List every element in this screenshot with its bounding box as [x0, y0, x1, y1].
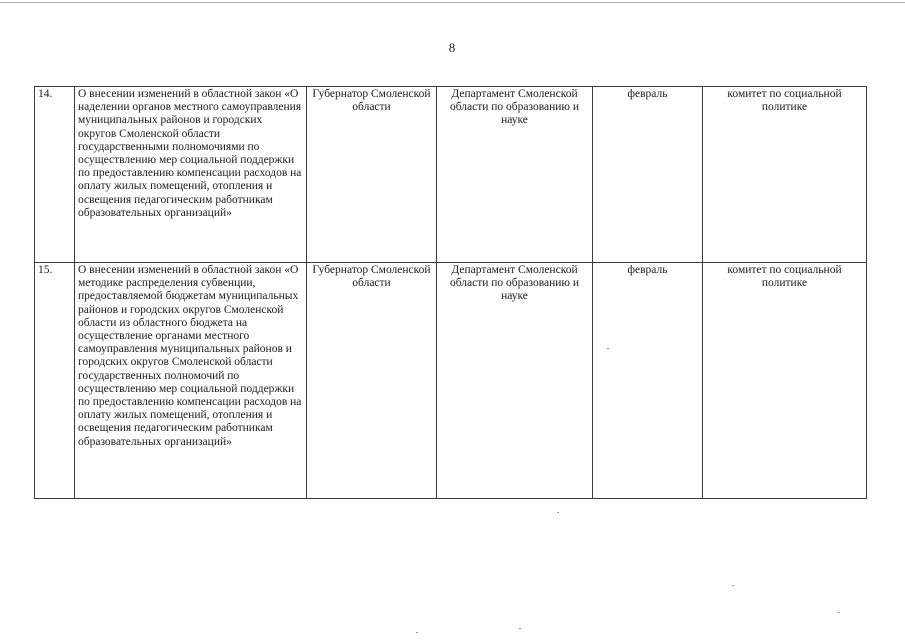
committee-cell: комитет по социальной политике [703, 87, 867, 263]
month-cell: февраль [593, 263, 703, 499]
table-row [35, 263, 867, 499]
scan-speck [838, 612, 840, 613]
developer-cell: Департамент Смоленской области по образованию и науке [437, 87, 593, 263]
top-rule [0, 2, 905, 3]
row-number: 14. [35, 87, 75, 263]
scan-speck [519, 628, 521, 629]
scan-speck [607, 348, 609, 349]
initiator-cell: Губернатор Смоленской области [307, 87, 437, 263]
month-cell: февраль [593, 87, 703, 263]
table-row [35, 87, 867, 263]
row-number: 15. [35, 263, 75, 499]
scan-speck [732, 585, 734, 586]
initiator-cell: Губернатор Смоленской области [307, 263, 437, 499]
scan-speck [416, 632, 418, 633]
bill-title: О внесении изменений в областной закон «О наделении органов местного самоуправления муниципальных районов и городских округов Смоленской области государственными полномочиями по осуществлению мер социальной поддержки по предоставлению компенсации расходов на оплату жилых помещений, отопления и освещения педагогическим работникам образовательных организаций» [75, 87, 307, 263]
bill-title: О внесении изменений в областной закон «О методике распределения субвенции, предоставляемой бюджетам муниципальных районов и городских округов Смоленской области из областного бюджета на осуществление органами местного самоуправления муниципальных районов и городских округов Смоленской области государственных полномочий по осуществлению мер социальной поддержки по предоставлению компенсации расходов на оплату жилых помещений, отопления и освещения педагогическим работникам образовательных организаций» [75, 263, 307, 499]
scan-speck [557, 512, 559, 513]
developer-cell: Департамент Смоленской области по образованию и науке [437, 263, 593, 499]
legislation-plan-table [34, 86, 867, 499]
committee-cell: комитет по социальной политике [703, 263, 867, 499]
page-number: 8 [448, 40, 456, 55]
